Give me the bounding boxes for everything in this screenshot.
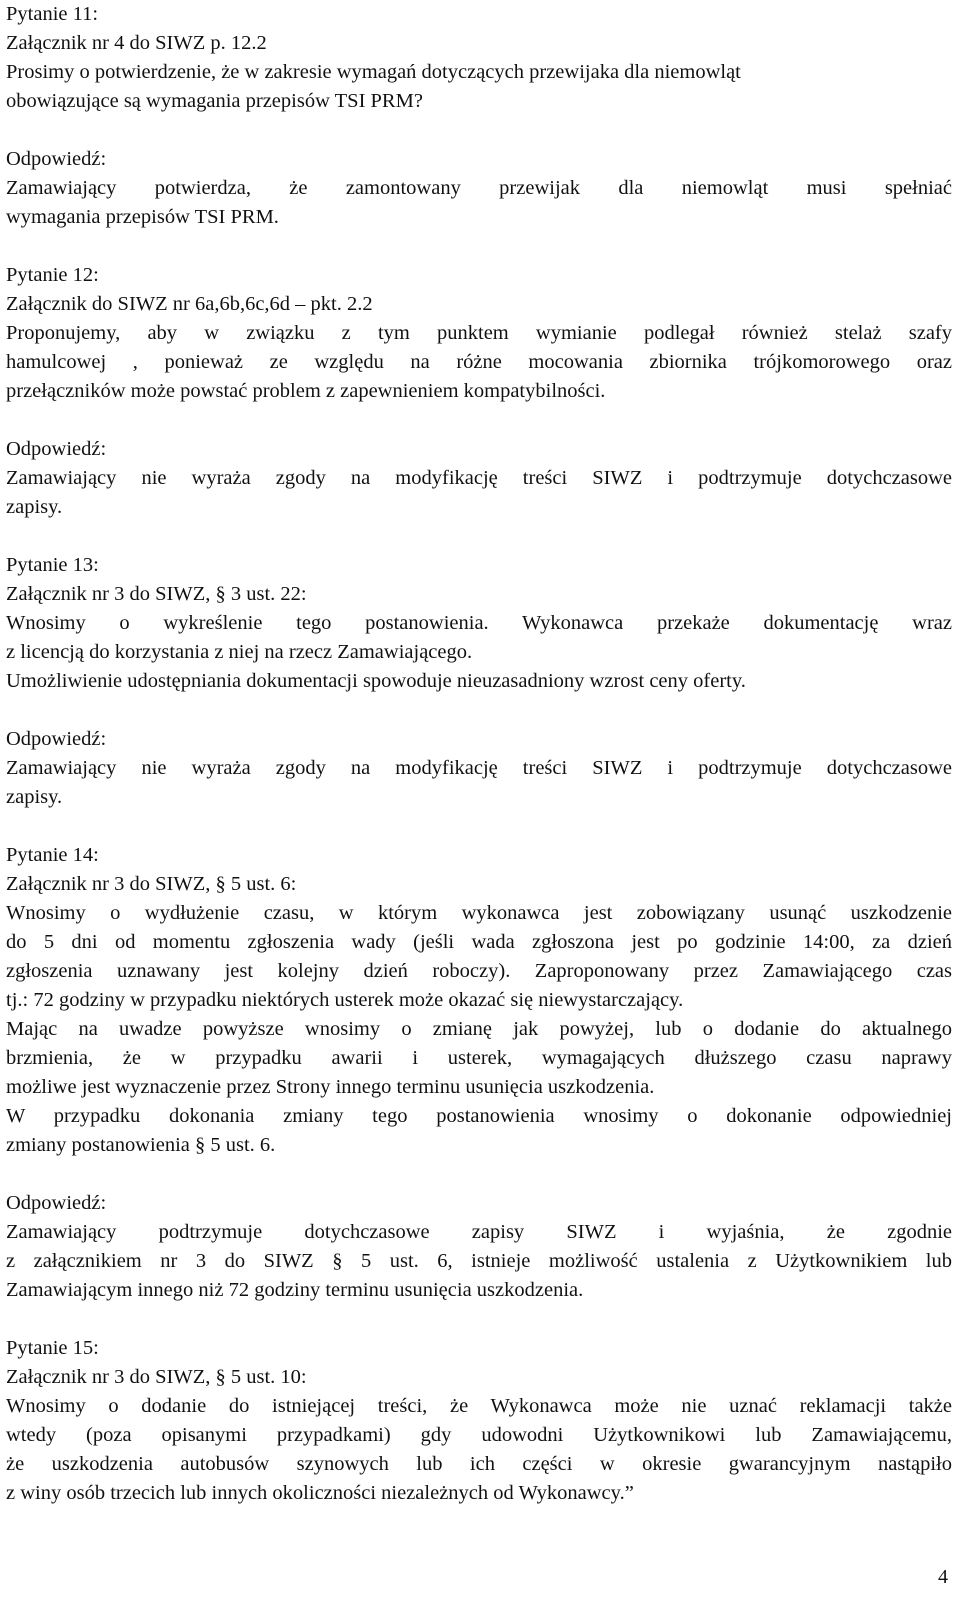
document-page — [6, 0, 952, 1537]
question-13 — [6, 551, 952, 696]
answer-line: zapisy. — [6, 496, 63, 518]
question-reference: Załącznik do SIWZ nr 6a,6b,6c,6d – pkt. 2.2 — [6, 293, 373, 315]
answer-line: Zamawiającym innego niż 72 godziny terminu usunięcia uszkodzenia. — [6, 1279, 584, 1301]
question-line: z winy osób trzecich lub innych okoliczności niezależnych od Wykonawcy.” — [6, 1482, 634, 1504]
answer-11 — [6, 145, 952, 232]
question-line: do 5 dni od momentu zgłoszenia wady (jeśli wada zgłoszona jest po godzinie 14:00, za dzień — [6, 931, 952, 953]
question-15 — [6, 1334, 952, 1508]
question-title: Pytanie 11: — [6, 3, 99, 25]
answer-line: wymagania przepisów TSI PRM. — [6, 206, 279, 228]
question-line: Prosimy o potwierdzenie, że w zakresie wymagań dotyczących przewijaka dla niemowląt — [6, 61, 741, 83]
answer-line: z załącznikiem nr 3 do SIWZ § 5 ust. 6, istnieje możliwość ustalenia z Użytkownikiem lub — [6, 1250, 952, 1272]
question-title: Pytanie 12: — [6, 264, 99, 286]
question-line: W przypadku dokonania zmiany tego postanowienia wnosimy o dokonanie odpowiedniej — [6, 1105, 952, 1127]
question-line: wtedy (poza opisanymi przypadkami) gdy udowodni Użytkownikowi lub Zamawiającemu, — [6, 1424, 952, 1446]
answer-13 — [6, 725, 952, 812]
question-line: Wnosimy o dodanie do istniejącej treści, że Wykonawca może nie uznać reklamacji także — [6, 1395, 952, 1417]
question-reference: Załącznik nr 3 do SIWZ, § 3 ust. 22: — [6, 583, 307, 605]
answer-label: Odpowiedź: — [6, 438, 107, 460]
page-number: 4 — [938, 1566, 948, 1588]
question-line: z licencją do korzystania z niej na rzecz Zamawiającego. — [6, 641, 473, 663]
question-line: hamulcowej , ponieważ ze względu na różne mocowania zbiornika trójkomorowego oraz — [6, 351, 952, 373]
answer-label: Odpowiedź: — [6, 1192, 107, 1214]
question-reference: Załącznik nr 3 do SIWZ, § 5 ust. 10: — [6, 1366, 307, 1388]
answer-line: Zamawiający potwierdza, że zamontowany przewijak dla niemowląt musi spełniać — [6, 177, 952, 199]
question-line: możliwe jest wyznaczenie przez Strony innego terminu usunięcia uszkodzenia. — [6, 1076, 655, 1098]
answer-line: zapisy. — [6, 786, 63, 808]
question-11 — [6, 0, 952, 116]
question-line: Mając na uwadze powyższe wnosimy o zmianę jak powyżej, lub o dodanie do aktualnego — [6, 1018, 952, 1040]
question-line: tj.: 72 godziny w przypadku niektórych usterek może okazać się niewystarczający. — [6, 989, 684, 1011]
question-line: przełączników może powstać problem z zapewnieniem kompatybilności. — [6, 380, 606, 402]
question-line: Wnosimy o wydłużenie czasu, w którym wykonawca jest zobowiązany usunąć uszkodzenie — [6, 902, 952, 924]
question-reference: Załącznik nr 3 do SIWZ, § 5 ust. 6: — [6, 873, 297, 895]
answer-14 — [6, 1189, 952, 1305]
question-title: Pytanie 14: — [6, 844, 99, 866]
question-reference: Załącznik nr 4 do SIWZ p. 12.2 — [6, 32, 267, 54]
question-12 — [6, 261, 952, 406]
question-line: że uszkodzenia autobusów szynowych lub ich części w okresie gwarancyjnym nastąpiło — [6, 1453, 952, 1475]
answer-label: Odpowiedź: — [6, 148, 107, 170]
question-line: brzmienia, że w przypadku awarii i usterek, wymagających dłuższego czasu naprawy — [6, 1047, 952, 1069]
answer-line: Zamawiający nie wyraża zgody na modyfikację treści SIWZ i podtrzymuje dotychczasowe — [6, 467, 952, 489]
question-line: Proponujemy, aby w związku z tym punktem wymianie podlegał również stelaż szafy — [6, 322, 952, 344]
question-line: Wnosimy o wykreślenie tego postanowienia. Wykonawca przekaże dokumentację wraz — [6, 612, 952, 634]
answer-line: Zamawiający nie wyraża zgody na modyfikację treści SIWZ i podtrzymuje dotychczasowe — [6, 757, 952, 779]
question-title: Pytanie 13: — [6, 554, 99, 576]
question-line: obowiązujące są wymagania przepisów TSI PRM? — [6, 90, 423, 112]
answer-label: Odpowiedź: — [6, 728, 107, 750]
question-line: zmiany postanowienia § 5 ust. 6. — [6, 1134, 276, 1156]
question-title: Pytanie 15: — [6, 1337, 99, 1359]
question-14 — [6, 841, 952, 1160]
answer-12 — [6, 435, 952, 522]
answer-line: Zamawiający podtrzymuje dotychczasowe zapisy SIWZ i wyjaśnia, że zgodnie — [6, 1221, 952, 1243]
question-line: zgłoszenia uznawany jest kolejny dzień roboczy). Zaproponowany przez Zamawiającego czas — [6, 960, 952, 982]
question-line: Umożliwienie udostępniania dokumentacji spowoduje nieuzasadniony wzrost ceny oferty. — [6, 670, 746, 692]
